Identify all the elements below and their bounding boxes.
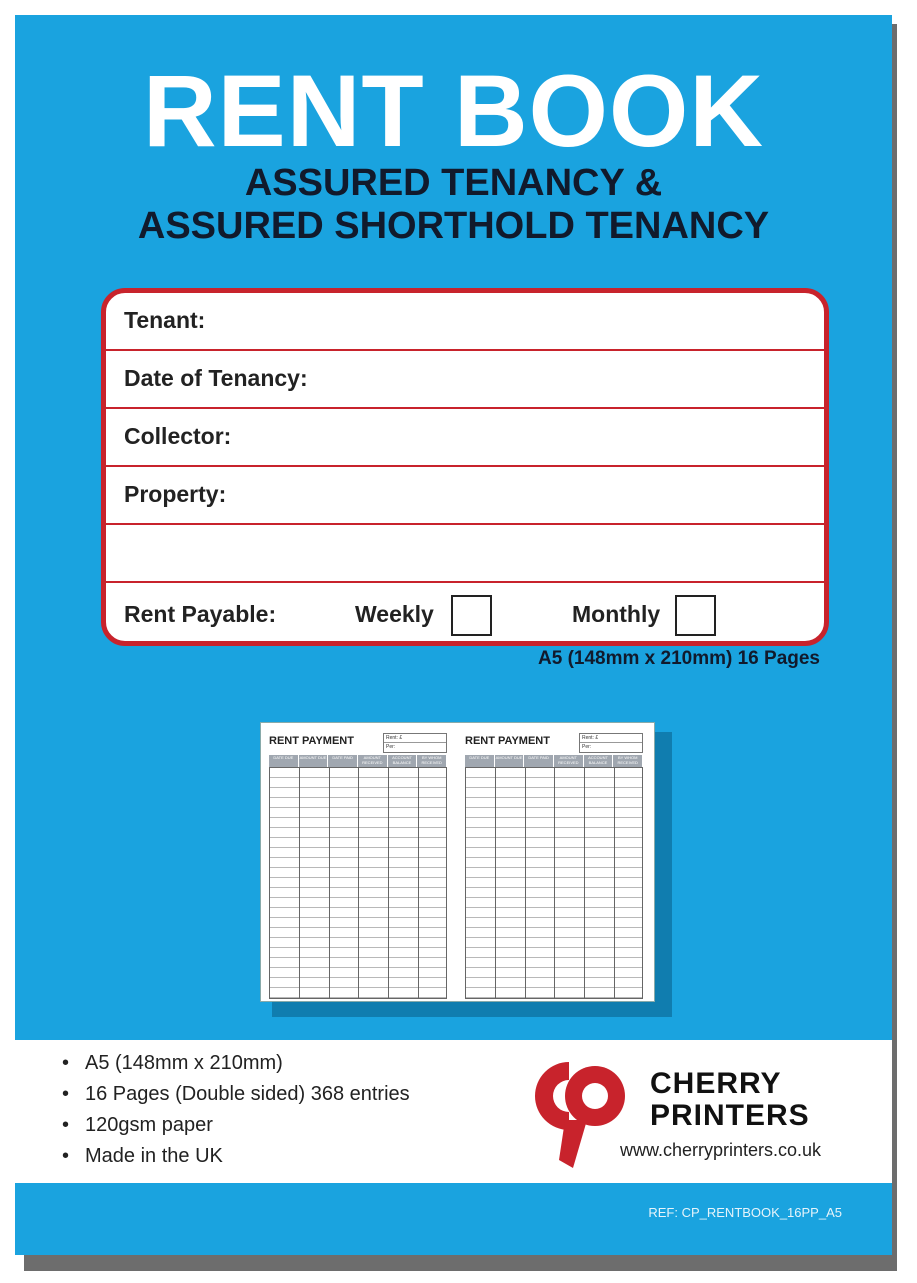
rent-box xyxy=(383,733,447,753)
per-field-label: Per: xyxy=(386,744,396,750)
collector-row xyxy=(106,409,824,467)
size-note: A5 (148mm x 210mm) 16 Pages xyxy=(538,648,820,669)
per-field-label: Per: xyxy=(582,744,592,750)
tenant-row xyxy=(106,293,824,351)
property-continued-row xyxy=(106,525,824,583)
col-date-paid: DATE PAID xyxy=(328,755,358,767)
rent-field-label: Rent: £ xyxy=(580,734,642,743)
col-by-whom-received: BY WHOM RECEIVED xyxy=(613,755,643,767)
rent-field-label: Rent: £ xyxy=(384,734,446,743)
col-account-balance: ACCOUNT BALANCE xyxy=(388,755,418,767)
feature-item: • 16 Pages (Double sided) 368 entries xyxy=(60,1079,410,1110)
col-amount-received: AMOUNT RECEIVED xyxy=(554,755,584,767)
book-title: RENT BOOK xyxy=(143,54,764,168)
col-amount-due: AMOUNT DUE xyxy=(495,755,525,767)
rent-payable-label: Rent Payable: xyxy=(124,601,277,627)
website-url: www.cherryprinters.co.uk xyxy=(620,1140,822,1160)
rent-payable-row xyxy=(106,589,824,639)
table-body xyxy=(269,767,447,999)
table-body xyxy=(465,767,643,999)
table-header xyxy=(465,755,643,767)
feature-item: • A5 (148mm x 210mm) xyxy=(60,1048,410,1079)
tenancy-details-form xyxy=(101,288,829,646)
col-date-due: DATE DUE xyxy=(269,755,299,767)
brand-name xyxy=(650,1068,810,1131)
date-of-tenancy-label: Date of Tenancy: xyxy=(124,365,308,391)
cherry-printers-cp-logo-icon xyxy=(525,1050,630,1175)
col-amount-received: AMOUNT RECEIVED xyxy=(358,755,388,767)
inside-pages-preview xyxy=(260,722,655,1002)
rent-payment-title: RENT PAYMENT xyxy=(465,735,550,747)
table-header xyxy=(269,755,447,767)
monthly-checkbox xyxy=(675,595,716,636)
col-by-whom-received: BY WHOM RECEIVED xyxy=(417,755,447,767)
tenant-label: Tenant: xyxy=(124,307,206,333)
collector-label: Collector: xyxy=(124,423,232,449)
monthly-label: Monthly xyxy=(572,601,661,627)
col-date-due: DATE DUE xyxy=(465,755,495,767)
date-of-tenancy-row xyxy=(106,351,824,409)
brand-line-1: CHERRY xyxy=(650,1067,782,1100)
rent-box xyxy=(579,733,643,753)
property-row xyxy=(106,467,824,525)
feature-list xyxy=(60,1048,410,1172)
col-date-paid: DATE PAID xyxy=(524,755,554,767)
feature-item: • 120gsm paper xyxy=(60,1110,410,1141)
weekly-checkbox xyxy=(451,595,492,636)
col-account-balance: ACCOUNT BALANCE xyxy=(584,755,614,767)
property-label: Property: xyxy=(124,481,227,507)
rent-payment-title: RENT PAYMENT xyxy=(269,735,354,747)
features-band xyxy=(15,1040,892,1183)
feature-item: • Made in the UK xyxy=(60,1141,410,1172)
col-amount-due: AMOUNT DUE xyxy=(299,755,329,767)
subtitle-line-2: ASSURED SHORTHOLD TENANCY xyxy=(137,205,770,247)
brand-line-2: PRINTERS xyxy=(650,1098,810,1132)
subtitle-line-1: ASSURED TENANCY & xyxy=(244,162,663,204)
product-reference: REF: CP_RENTBOOK_16PP_A5 xyxy=(648,1205,842,1220)
weekly-label: Weekly xyxy=(355,601,434,627)
